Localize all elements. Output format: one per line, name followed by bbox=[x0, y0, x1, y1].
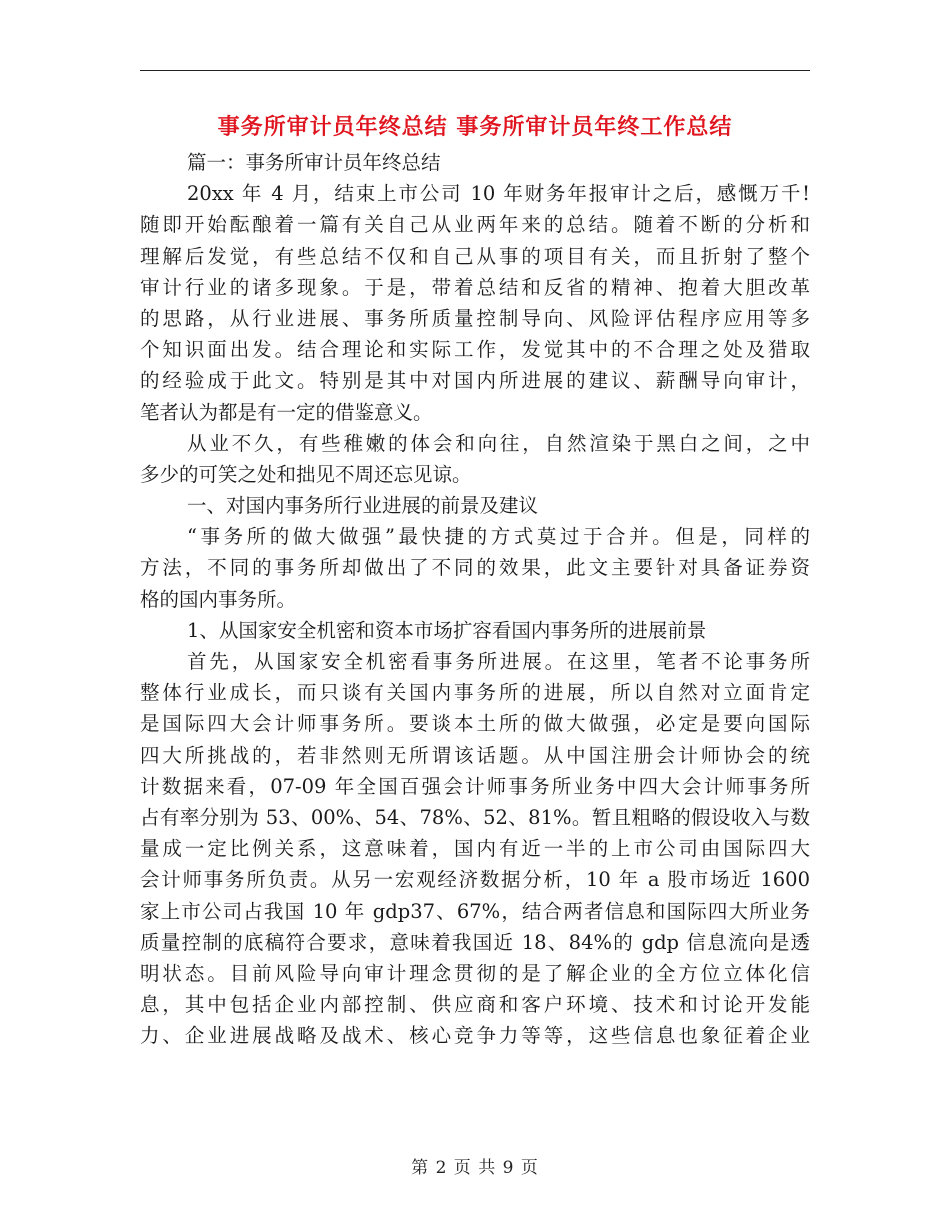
text-line: 整体行业成长，而只谈有关国内事务所的进展，所以自然对立面肯定 bbox=[140, 681, 810, 705]
text-line: 一、对国内事务所行业进展的前景及建议 bbox=[187, 494, 539, 518]
text-line: 方法，不同的事务所却做出了不同的效果，此文主要针对具备证券资 bbox=[140, 556, 810, 580]
text-line: 家上市公司占我国 10 年 gdp37、67%，结合两者信息和国际四大所业务 bbox=[140, 899, 810, 923]
text-line: 占有率分别为 53、00%、54、78%、52、81%。暂且粗略的假设收入与数 bbox=[140, 805, 810, 829]
text-line: 息，其中包括企业内部控制、供应商和客户环境、技术和讨论开发能 bbox=[140, 993, 810, 1017]
header-rule bbox=[140, 70, 810, 71]
text-line: 理解后发觉，有些总结不仅和自己从事的项目有关，而且折射了整个 bbox=[140, 244, 810, 268]
text-line: 的思路，从行业进展、事务所质量控制导向、风险评估程序应用等多 bbox=[140, 306, 810, 330]
text-line: 质量控制的底稿符合要求，意味着我国近 18、84%的 gdp 信息流向是透 bbox=[140, 930, 810, 954]
text-line: 20xx 年 4 月，结束上市公司 10 年财务年报审计之后，感慨万千! bbox=[187, 182, 810, 206]
text-line: 会计师事务所负责。从另一宏观经济数据分析，10 年 a 股市场近 1600 bbox=[140, 868, 810, 892]
document-body bbox=[140, 147, 810, 1051]
text-line: 力、企业进展战略及战术、核心竞争力等等，这些信息也象征着企业 bbox=[140, 1024, 810, 1048]
text-line: 计数据来看，07-09 年全国百强会计师事务所业务中四大会计师事务所 bbox=[140, 774, 810, 798]
text-line: 从业不久，有些稚嫩的体会和向往，自然渲染于黑白之间，之中 bbox=[187, 431, 810, 455]
text-line: 量成一定比例关系，这意味着，国内有近一半的上市公司由国际四大 bbox=[140, 837, 810, 861]
text-line: 随即开始酝酿着一篇有关自己从业两年来的总结。随着不断的分析和 bbox=[140, 213, 810, 237]
page-number-footer: 第 2 页 共 9 页 bbox=[411, 1158, 539, 1178]
document-title: 事务所审计员年终总结 事务所审计员年终工作总结 bbox=[217, 114, 733, 140]
text-line: 篇一：事务所审计员年终总结 bbox=[187, 151, 441, 174]
text-line: 的经验成于此文。特别是其中对国内所进展的建议、薪酬导向审计， bbox=[140, 369, 810, 393]
text-line: 是国际四大会计师事务所。要谈本土所的做大做强，必定是要向国际 bbox=[140, 712, 810, 736]
text-line: 笔者认为都是有一定的借鉴意义。 bbox=[140, 400, 433, 424]
text-line: 明状态。目前风险导向审计理念贯彻的是了解企业的全方位立体化信 bbox=[140, 961, 810, 985]
text-line: 审计行业的诸多现象。于是，带着总结和反省的精神、抱着大胆改革 bbox=[140, 275, 810, 299]
text-line: 首先，从国家安全机密看事务所进展。在这里，笔者不论事务所 bbox=[187, 650, 810, 673]
text-line: 多少的可笑之处和拙见不周还忘见谅。 bbox=[140, 462, 472, 486]
text-line: 四大所挑战的，若非然则无所谓该话题。从中国注册会计师协会的统 bbox=[140, 743, 810, 767]
text-line: 格的国内事务所。 bbox=[140, 587, 297, 611]
text-line: 1、从国家安全机密和资本市场扩容看国内事务所的进展前景 bbox=[187, 618, 707, 642]
text-line: 个知识面出发。结合理论和实际工作，发觉其中的不合理之处及猎取 bbox=[140, 338, 810, 362]
text-line: “事务所的做大做强”最快捷的方式莫过于合并。但是，同样的 bbox=[187, 525, 810, 549]
